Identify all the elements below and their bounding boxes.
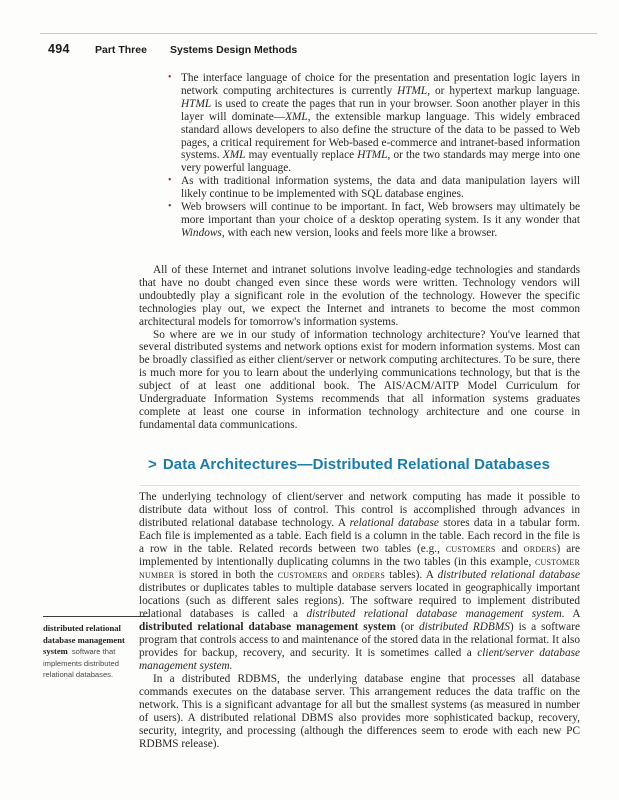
bullet-text: Web browsers will continue to be important. In fact, Web browsers may ultimately be more important than your choice of a desktop operating system. Is it any wonder that Windows, with each new version, looks and feels more like a browser.	[181, 201, 580, 239]
section-heading-title: Data Architectures—Distributed Relational Databases	[162, 456, 551, 473]
bullet-item	[168, 72, 580, 175]
paragraph: The underlying technology of client/server and network computing has made it possible to distribute data without loss of control. This control is accomplished through advances in distributed relational database technology. A relational database stores data in a tabular form. Each file is implemented as a table. Each field is a column in the table. Each record in the file is a row in the table. Related records between two tables (e.g., customers and orders) are implemented by intentionally duplicating columns in the two tables (in this example, customer number is stored in both the customers and orders tables). A distributed relational database distributes or duplicates tables to multiple database servers located in geographically important locations (such as different sales regions). The software required to implement distributed relational databases is called a distributed relational database management system. A distributed relational database management system (or distributed RDBMS) is a software program that controls access to and maintenance of the stored data in the relational format. It also provides for backup, recovery, and security. It is sometimes called a client/server database management system.	[139, 491, 581, 672]
bullet-list	[168, 72, 580, 240]
bullet-text: The interface language of choice for the presentation and presentation logic layers in network computing architectures is currently HTML, or hypertext markup language. HTML is used to create the pages that run in your browser. Soon another player in this layer will dominate—XML, the extensible markup language. This widely embraced standard allows developers to also define the structure of the data to be passed to Web pages, a critical requirement for Web-based e-commerce and intranet-based information systems. XML may eventually replace HTML, or the two standards may merge into one very powerful language.	[181, 72, 580, 175]
heading-marker: >	[148, 456, 157, 473]
margin-note-definition: software that implements distributed relational databases.	[43, 647, 119, 680]
margin-note-term: distributed relational database management system	[43, 623, 125, 657]
section-heading-rule	[140, 485, 580, 486]
section-paragraphs	[139, 491, 580, 751]
bullet-icon: •	[168, 201, 172, 213]
paragraph: So where are we in our study of information technology architecture? You've learned that several distributed systems and network options exist for modern information systems. Most can be broadly classified as either client/server or network computing architectures. To be sure, there is much more for you to learn about the underlying communications technology, but that is the subject of at least one additional book. The AIS/ACM/AITP Model Curriculum for Undergraduate Information Systems recommends that all information systems graduates complete at least one course in information technology architecture and one course in fundamental data communications.	[139, 328, 580, 431]
section-heading	[148, 456, 588, 473]
intro-paragraphs	[139, 264, 580, 432]
bullet-item	[168, 201, 580, 240]
margin-definition-note	[43, 616, 149, 680]
page-header	[0, 42, 619, 58]
part-label: Part Three	[95, 44, 147, 56]
paragraph: In a distributed RDBMS, the underlying database engine that processes all database commands executes on the database server. This arrangement reduces the data traffic on the network. This is a significant advantage for all but the smallest systems (as measured in number of users). A distributed relational DBMS also provides more sophisticated backup, recovery, security, integrity, and processing (although the differences seem to erode with each new PC RDBMS release).	[139, 673, 580, 750]
header-rule	[40, 33, 597, 34]
running-title: Systems Design Methods	[170, 44, 298, 56]
bullet-item	[168, 175, 580, 201]
bullet-icon: •	[168, 72, 172, 83]
bullet-text: As with traditional information systems, the data and data manipulation layers will likely continue to be implemented with SQL database engines.	[181, 175, 580, 201]
bullet-icon: •	[168, 175, 172, 187]
page-number: 494	[48, 42, 70, 56]
paragraph: All of these Internet and intranet solutions involve leading-edge technologies and standards that have no doubt changed even since these words were written. Technology vendors will undoubtedly play a significant role in the evolution of the technology. However the specific technologies play out, we expect the Internet and intranets to become the most common architectural models for tomorrow's information systems.	[139, 264, 580, 328]
